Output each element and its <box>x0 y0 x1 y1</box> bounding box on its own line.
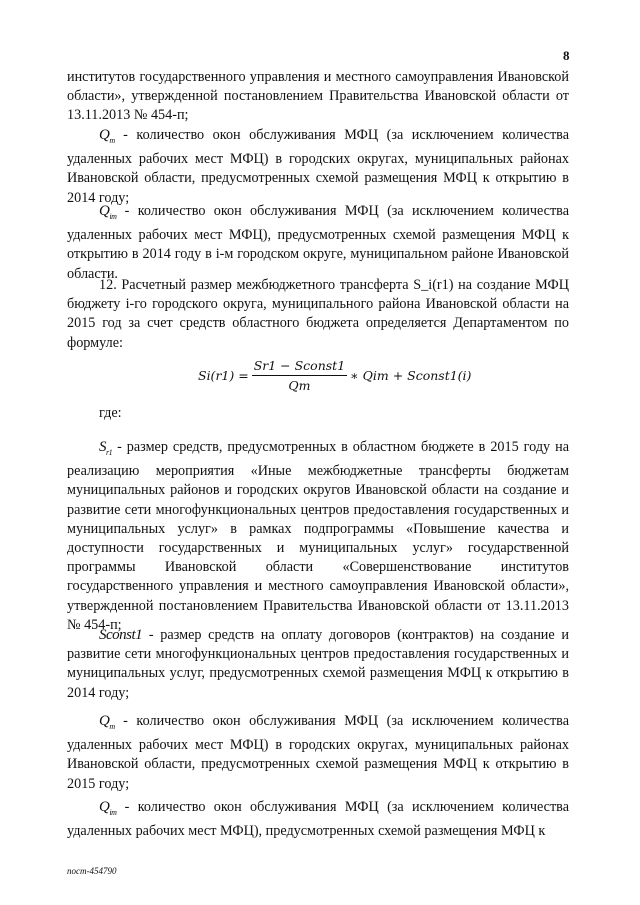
clause-12 <box>67 276 569 353</box>
formula-denominator: Qm <box>288 378 311 393</box>
definition-text: - размер средств на оплату договоров (контрактов) на создание и развитие сети многофункциональных центров предоставления государственных и муниципальных услуг, предусмотренных схемой размещения МФЦ к открытию в 2014 году; <box>67 627 569 701</box>
definition-qim-2015 <box>67 798 569 841</box>
symbol-sconst1: Sconst1 <box>99 627 143 643</box>
definition-qim-2014 <box>67 202 569 284</box>
symbol-sr1: $S_{r1}$ <box>99 439 113 457</box>
definition-qm-2014 <box>67 126 569 208</box>
formula-numerator: Sr1 − Sconst1 <box>252 358 347 376</box>
page-number: 8 <box>563 48 570 63</box>
paragraph-text: институтов государственного управления и местного самоуправления Ивановской области», утвержденной постановлением Правительства Ивановской области от 13.11.2013 № 454-п; <box>67 69 569 124</box>
clause-12-text: 12. Расчетный размер межбюджетного трансферта S_i(r1) на создание МФЦ бюджету i-го городского округа, муниципального района Ивановской области на 2015 год за счет средств областного бюджета определяется Департаментом по формуле: <box>67 277 569 351</box>
definition-qm-2015 <box>67 712 569 794</box>
formula-lhs: Si(r1) = <box>198 368 249 383</box>
definition-text: - количество окон обслуживания МФЦ (за исключением количества удаленных рабочих мест МФЦ) в городских округах, муниципальных районах Ивановской области, предусмотренных схемой размещения МФЦ к открытию в 2015 году; <box>67 713 569 792</box>
definition-text: - количество окон обслуживания МФЦ (за исключением количества удаленных рабочих мест МФЦ) в городских округах, муниципальных районах Ивановской области, предусмотренных схемой размещения МФЦ к открытию в 2014 году; <box>67 127 569 206</box>
footer-doc-code: пост-454790 <box>67 866 117 876</box>
where-label <box>67 404 569 423</box>
symbol-qm: $Q_m$ <box>99 127 115 145</box>
formula-rhs: ∗ Qim + Sconst1(i) <box>350 368 472 383</box>
definition-sr1 <box>67 438 569 635</box>
paragraph-continuation <box>67 68 569 126</box>
transfer-formula <box>198 358 471 393</box>
definition-sconst1 <box>67 626 569 703</box>
definition-text: - количество окон обслуживания МФЦ (за исключением количества удаленных рабочих мест МФЦ), предусмотренных схемой размещения МФЦ к <box>67 799 569 840</box>
definition-text: - количество окон обслуживания МФЦ (за исключением количества удаленных рабочих мест МФЦ), предусмотренных схемой размещения МФЦ к открытию в 2014 году в i-м городском округе, муниципальном районе Ивановской области. <box>67 203 569 282</box>
formula-fraction <box>252 358 347 393</box>
symbol-qim: $Q_{im}$ <box>99 203 117 221</box>
definition-text: - размер средств, предусмотренных в областном бюджете в 2015 году на реализацию мероприятия «Иные межбюджетные трансферты бюджетам муниципальных районов и городских округов Ивановской области на создание и развитие сети многофункциональных центров предоставления государственных и муниципальных услуг» в рамках подпрограммы «Повышение качества и доступности государственных и муниципальных услуг» государственной программы Ивановской области «Совершенствование институтов государственного управления и местного самоуправления Ивановской области», утвержденной постановлением Правительства Ивановской области от 13.11.2013 № 454-п; <box>67 439 569 633</box>
symbol-qim: $Q_{im}$ <box>99 799 117 817</box>
where-text: где: <box>99 405 122 421</box>
symbol-qm: $Q_m$ <box>99 713 115 731</box>
